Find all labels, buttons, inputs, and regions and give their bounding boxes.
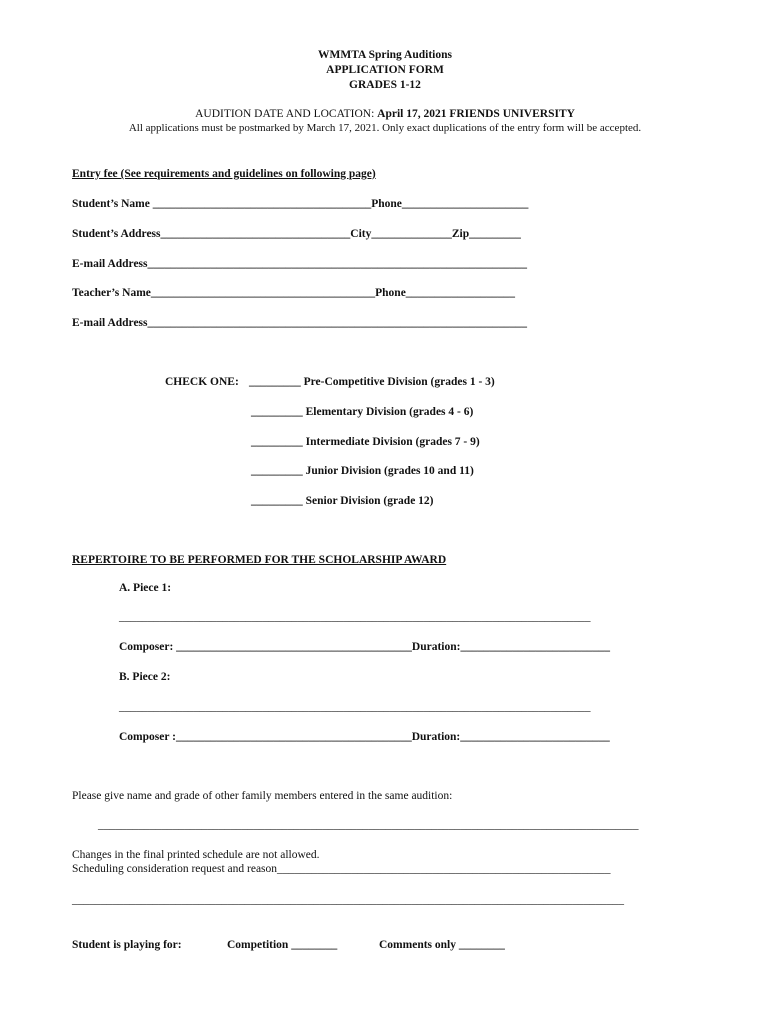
student-address-field[interactable]: Student’s Address_________________________________City______________Zip_________ — [72, 228, 521, 240]
teacher-email-field[interactable]: E-mail Address__________________________________________________________________ — [72, 317, 528, 329]
repertoire-heading: REPERTOIRE TO BE PERFORMED FOR THE SCHOLARSHIP AWARD — [72, 554, 447, 566]
division-option[interactable]: _________ Senior Division (grade 12) — [251, 495, 434, 507]
schedule-note: Changes in the final printed schedule are not allowed. — [72, 849, 320, 861]
entry-fee-heading: Entry fee (See requirements and guidelines on following page) — [72, 168, 376, 180]
form-grades: GRADES 1-12 — [349, 79, 421, 91]
division-option[interactable]: _________ Junior Division (grades 10 and 11) — [251, 465, 474, 477]
piece1-composer-field[interactable]: Composer: _________________________________________Duration:__________________________ — [119, 641, 610, 653]
audition-label: AUDITION DATE AND LOCATION: — [195, 108, 378, 120]
student-name-field[interactable]: Student’s Name ______________________________________Phone______________________ — [72, 198, 529, 210]
playing-for-label: Student is playing for: — [72, 939, 182, 951]
form-subtitle: APPLICATION FORM — [326, 64, 444, 76]
piece2-title-line[interactable]: __________________________________________________________________________________ — [119, 701, 591, 713]
audition-info — [0, 107, 770, 121]
form-title: WMMTA Spring Auditions — [318, 49, 452, 61]
division-option[interactable]: _________ Elementary Division (grades 4 - 6) — [251, 406, 474, 418]
family-line[interactable]: ______________________________________________________________________________________________ — [98, 819, 639, 831]
piece1-label: A. Piece 1: — [119, 582, 172, 594]
division-option[interactable]: _________ Pre-Competitive Division (grades 1 - 3) — [249, 376, 495, 388]
student-email-field[interactable]: E-mail Address__________________________________________________________________ — [72, 258, 528, 270]
audition-value: April 17, 2021 FRIENDS UNIVERSITY — [377, 108, 575, 120]
family-prompt: Please give name and grade of other family members entered in the same audition: — [72, 790, 453, 802]
comments-only-option[interactable]: Comments only ________ — [379, 939, 505, 951]
schedule-request-field[interactable]: Scheduling consideration request and reason__________________________________________________________ — [72, 863, 611, 875]
postmark-note: All applications must be postmarked by March 17, 2021. Only exact duplications of the entry form will be accepted. — [128, 122, 642, 134]
teacher-name-field[interactable]: Teacher’s Name_______________________________________Phone___________________ — [72, 287, 516, 299]
piece2-label: B. Piece 2: — [119, 671, 171, 683]
piece1-title-line[interactable]: __________________________________________________________________________________ — [119, 611, 591, 623]
piece2-composer-field[interactable]: Composer :_________________________________________Duration:__________________________ — [119, 731, 610, 743]
division-option[interactable]: _________ Intermediate Division (grades 7 - 9) — [251, 436, 480, 448]
competition-option[interactable]: Competition ________ — [227, 939, 338, 951]
schedule-line[interactable]: ________________________________________________________________________________________________ — [72, 894, 624, 906]
check-one-label: CHECK ONE: — [165, 376, 239, 388]
